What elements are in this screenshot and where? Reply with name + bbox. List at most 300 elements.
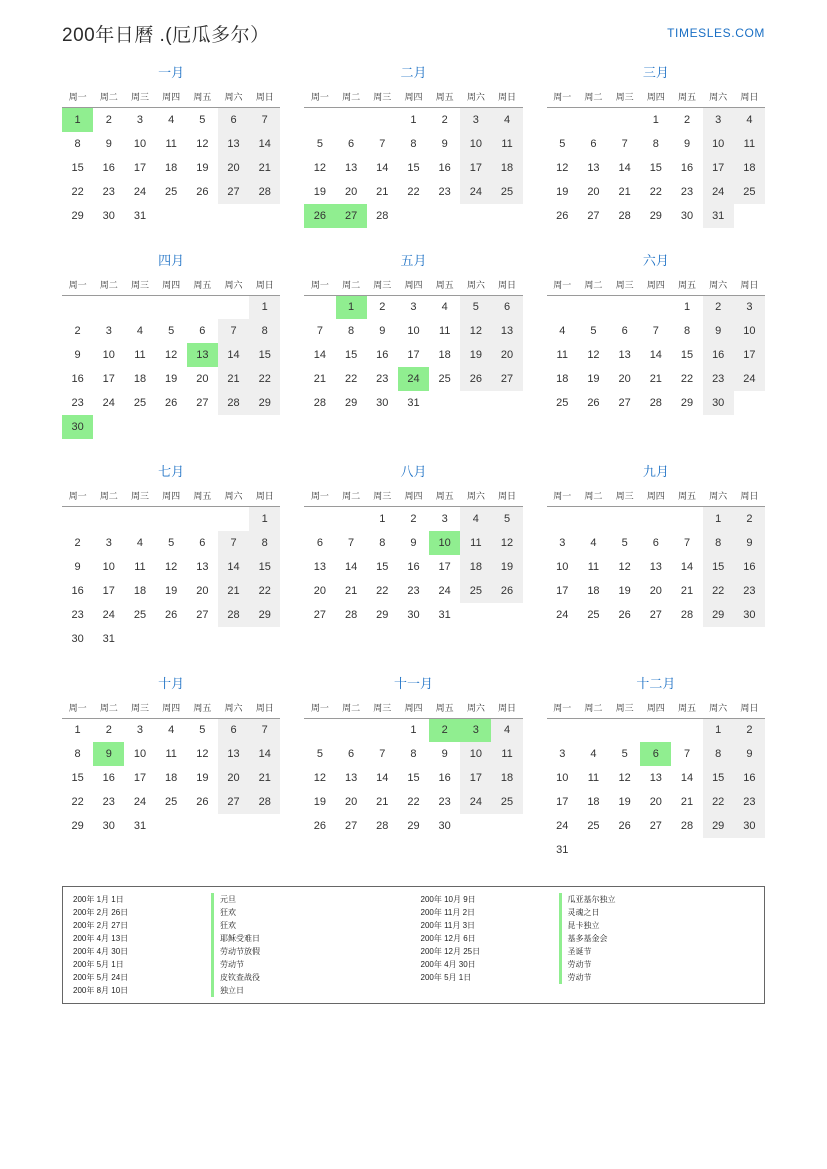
day-cell[interactable]: 28 — [680, 820, 694, 832]
day-cell[interactable]: 11 — [165, 748, 177, 760]
day-cell[interactable]: 2 — [441, 113, 448, 126]
day-cell[interactable]: 22 — [407, 796, 420, 808]
day-cell[interactable]: 23 — [71, 608, 84, 621]
day-cell[interactable]: 26 — [491, 579, 522, 603]
day-cell[interactable]: 28 — [376, 209, 389, 222]
day-cell[interactable]: 17 — [556, 796, 569, 808]
day-cell[interactable]: 17 — [460, 156, 491, 180]
day-cell[interactable]: 29 — [407, 820, 420, 832]
day-cell[interactable]: 12 — [313, 772, 327, 784]
day-cell[interactable]: 11 — [587, 560, 600, 573]
day-cell[interactable]: 5 — [491, 507, 522, 531]
day-cell[interactable]: 10 — [133, 137, 147, 150]
day-cell[interactable]: 31 — [407, 397, 420, 409]
day-cell[interactable]: 11 — [491, 742, 522, 766]
day-cell[interactable]: 25 — [165, 185, 178, 198]
day-cell[interactable]: 26 — [165, 608, 178, 621]
day-cell[interactable]: 23 — [703, 367, 734, 391]
day-cell[interactable]: 23 — [71, 397, 84, 409]
day-cell[interactable]: 12 — [618, 560, 631, 573]
day-cell[interactable]: 17 — [438, 560, 451, 573]
day-cell[interactable]: 1 — [410, 724, 417, 737]
day-cell[interactable]: 15 — [249, 343, 280, 367]
day-cell[interactable]: 27 — [491, 367, 522, 391]
day-cell[interactable]: 10 — [102, 560, 115, 573]
day-cell[interactable]: 28 — [313, 397, 327, 409]
day-cell[interactable]: 2 — [734, 718, 765, 742]
day-cell[interactable]: 6 — [199, 325, 206, 337]
day-cell[interactable]: 20 — [649, 796, 662, 808]
day-cell[interactable]: 29 — [703, 603, 734, 627]
day-cell[interactable]: 10 — [133, 748, 147, 760]
day-cell[interactable]: 10 — [703, 132, 734, 156]
day-cell[interactable]: 3 — [559, 748, 566, 760]
day-cell[interactable]: 8 — [683, 325, 691, 337]
day-cell[interactable]: 16 — [680, 161, 694, 174]
day-cell[interactable]: 22 — [680, 373, 694, 385]
day-cell[interactable]: 31 — [102, 632, 115, 645]
day-cell[interactable]: 14 — [376, 161, 389, 174]
day-cell[interactable]: 14 — [649, 349, 662, 361]
day-cell[interactable]: 26 — [556, 209, 569, 222]
day-cell[interactable]: 30 — [407, 608, 420, 621]
day-cell[interactable]: 18 — [587, 796, 600, 808]
day-cell[interactable]: 9 — [734, 742, 765, 766]
day-cell[interactable]: 24 — [556, 820, 569, 832]
day-cell[interactable]: 21 — [376, 185, 389, 198]
day-cell[interactable]: 30 — [680, 209, 694, 222]
day-cell[interactable]: 22 — [344, 373, 358, 385]
day-cell[interactable]: 21 — [680, 796, 694, 808]
day-cell[interactable]: 19 — [196, 161, 209, 174]
day-cell[interactable]: 8 — [410, 748, 417, 760]
day-cell[interactable]: 8 — [74, 137, 81, 150]
day-cell[interactable]: 2 — [105, 724, 112, 737]
day-cell[interactable]: 12 — [196, 748, 209, 760]
day-cell[interactable]: 6 — [218, 718, 249, 742]
day-cell[interactable]: 6 — [621, 325, 628, 337]
day-cell[interactable]: 12 — [556, 161, 569, 174]
day-cell[interactable]: 24 — [133, 185, 147, 198]
day-cell[interactable]: 16 — [703, 343, 734, 367]
day-cell[interactable]: 25 — [587, 820, 600, 832]
day-cell[interactable]: 25 — [165, 796, 178, 808]
day-cell[interactable]: 14 — [249, 132, 280, 156]
day-cell[interactable]: 30 — [438, 820, 451, 832]
day-cell[interactable]: 19 — [618, 796, 631, 808]
day-cell[interactable]: 30 — [102, 820, 115, 832]
day-cell[interactable]: 11 — [134, 560, 146, 573]
day-cell[interactable]: 5 — [559, 137, 566, 150]
day-cell[interactable]: 25 — [587, 608, 600, 621]
day-cell[interactable]: 14 — [376, 772, 389, 784]
day-cell[interactable]: 8 — [74, 748, 81, 760]
day-cell[interactable]: 19 — [587, 373, 600, 385]
day-cell[interactable]: 9 — [105, 137, 112, 150]
day-cell[interactable]: 13 — [491, 319, 522, 343]
day-cell[interactable]: 12 — [313, 161, 327, 174]
day-cell[interactable]: 24 — [460, 790, 491, 814]
day-cell[interactable]: 10 — [102, 349, 115, 361]
day-cell[interactable]: 13 — [344, 161, 358, 174]
day-cell[interactable]: 22 — [376, 584, 389, 597]
day-cell[interactable]: 7 — [379, 748, 386, 760]
day-cell[interactable]: 4 — [734, 108, 765, 132]
day-cell[interactable]: 14 — [249, 742, 280, 766]
day-cell[interactable]: 10 — [556, 772, 569, 784]
day-cell[interactable]: 4 — [559, 325, 566, 337]
day-cell[interactable]: 27 — [313, 608, 327, 621]
day-cell[interactable]: 29 — [71, 820, 84, 832]
day-cell[interactable]: 5 — [621, 748, 628, 760]
day-cell[interactable]: 24 — [133, 796, 147, 808]
day-cell[interactable]: 9 — [74, 560, 81, 573]
day-cell[interactable]: 25 — [438, 373, 451, 385]
day-cell[interactable]: 11 — [165, 137, 177, 150]
day-cell[interactable]: 29 — [249, 603, 280, 627]
day-cell[interactable]: 31 — [133, 820, 147, 832]
day-cell[interactable]: 1 — [703, 507, 734, 531]
day-cell[interactable]: 15 — [344, 349, 358, 361]
day-cell[interactable]: 22 — [703, 790, 734, 814]
day-cell[interactable]: 6 — [590, 137, 597, 150]
day-cell[interactable]: 1 — [249, 295, 280, 319]
day-cell[interactable]: 21 — [218, 579, 249, 603]
day-cell[interactable]: 12 — [165, 560, 178, 573]
day-cell[interactable]: 8 — [348, 325, 355, 337]
day-cell[interactable]: 16 — [734, 555, 765, 579]
day-cell[interactable]: 4 — [136, 536, 144, 549]
day-cell-holiday[interactable]: 1 — [62, 108, 93, 132]
day-cell[interactable]: 26 — [618, 608, 631, 621]
day-cell[interactable]: 25 — [491, 180, 522, 204]
day-cell[interactable]: 20 — [618, 373, 631, 385]
day-cell[interactable]: 28 — [249, 180, 280, 204]
day-cell[interactable]: 28 — [618, 209, 631, 222]
day-cell[interactable]: 6 — [218, 108, 249, 132]
day-cell[interactable]: 20 — [587, 185, 600, 198]
day-cell[interactable]: 9 — [410, 536, 417, 549]
day-cell[interactable]: 19 — [618, 584, 631, 597]
day-cell[interactable]: 16 — [734, 766, 765, 790]
day-cell[interactable]: 7 — [218, 319, 249, 343]
day-cell[interactable]: 10 — [460, 132, 491, 156]
day-cell[interactable]: 16 — [71, 584, 84, 597]
day-cell[interactable]: 17 — [556, 584, 569, 597]
day-cell[interactable]: 15 — [407, 772, 420, 784]
day-cell[interactable]: 8 — [703, 742, 734, 766]
day-cell[interactable]: 12 — [587, 349, 600, 361]
day-cell[interactable]: 6 — [348, 137, 355, 150]
day-cell[interactable]: 13 — [218, 132, 249, 156]
day-cell[interactable]: 15 — [680, 349, 694, 361]
day-cell[interactable]: 26 — [587, 397, 600, 409]
day-cell[interactable]: 5 — [316, 748, 323, 760]
day-cell[interactable]: 23 — [734, 790, 765, 814]
day-cell[interactable]: 16 — [376, 349, 389, 361]
day-cell[interactable]: 31 — [133, 209, 147, 222]
day-cell[interactable]: 4 — [590, 536, 597, 549]
day-cell[interactable]: 15 — [249, 555, 280, 579]
site-brand[interactable]: TIMESLES.COM — [667, 26, 765, 40]
day-cell[interactable]: 5 — [168, 325, 175, 337]
day-cell[interactable]: 3 — [105, 325, 112, 337]
day-cell[interactable]: 9 — [74, 349, 81, 361]
day-cell[interactable]: 19 — [313, 185, 327, 198]
day-cell[interactable]: 31 — [703, 204, 734, 228]
day-cell[interactable]: 2 — [105, 113, 112, 126]
day-cell[interactable]: 1 — [249, 507, 280, 531]
day-cell[interactable]: 26 — [618, 820, 631, 832]
day-cell[interactable]: 13 — [344, 772, 358, 784]
day-cell[interactable]: 8 — [249, 531, 280, 555]
day-cell[interactable]: 26 — [196, 796, 209, 808]
day-cell[interactable]: 13 — [196, 560, 209, 573]
day-cell[interactable]: 6 — [491, 295, 522, 319]
day-cell[interactable]: 16 — [438, 161, 451, 174]
day-cell[interactable]: 21 — [680, 584, 694, 597]
day-cell[interactable]: 27 — [196, 608, 209, 621]
day-cell[interactable]: 16 — [71, 373, 84, 385]
day-cell[interactable]: 15 — [703, 766, 734, 790]
day-cell[interactable]: 29 — [649, 209, 662, 222]
day-cell[interactable]: 16 — [102, 772, 115, 784]
day-cell-holiday[interactable]: 1 — [336, 295, 367, 319]
day-cell[interactable]: 25 — [133, 397, 147, 409]
day-cell[interactable]: 22 — [71, 185, 84, 198]
day-cell[interactable]: 27 — [344, 820, 358, 832]
day-cell[interactable]: 8 — [249, 319, 280, 343]
day-cell[interactable]: 29 — [71, 209, 84, 222]
day-cell[interactable]: 16 — [407, 560, 420, 573]
day-cell[interactable]: 1 — [703, 718, 734, 742]
day-cell[interactable]: 18 — [165, 161, 178, 174]
day-cell[interactable]: 9 — [379, 325, 386, 337]
day-cell[interactable]: 29 — [249, 391, 280, 415]
day-cell[interactable]: 14 — [680, 560, 694, 573]
day-cell[interactable]: 6 — [652, 536, 659, 549]
day-cell[interactable]: 9 — [683, 137, 691, 150]
day-cell-holiday[interactable]: 9 — [93, 742, 124, 766]
day-cell[interactable]: 2 — [379, 301, 386, 314]
day-cell[interactable]: 4 — [136, 325, 144, 337]
day-cell[interactable]: 22 — [71, 796, 84, 808]
day-cell[interactable]: 28 — [344, 608, 358, 621]
day-cell[interactable]: 6 — [348, 748, 355, 760]
day-cell[interactable]: 24 — [734, 367, 765, 391]
day-cell[interactable]: 5 — [316, 137, 323, 150]
day-cell[interactable]: 30 — [734, 814, 765, 838]
day-cell[interactable]: 17 — [102, 373, 115, 385]
day-cell[interactable]: 18 — [165, 772, 178, 784]
day-cell[interactable]: 7 — [683, 536, 691, 549]
day-cell[interactable]: 31 — [438, 608, 451, 621]
day-cell[interactable]: 1 — [379, 512, 386, 525]
day-cell[interactable]: 21 — [376, 796, 389, 808]
day-cell[interactable]: 3 — [136, 113, 144, 126]
day-cell[interactable]: 17 — [133, 772, 147, 784]
day-cell[interactable]: 10 — [556, 560, 569, 573]
day-cell[interactable]: 2 — [683, 113, 691, 126]
day-cell[interactable]: 19 — [460, 343, 491, 367]
day-cell[interactable]: 28 — [249, 790, 280, 814]
day-cell[interactable]: 21 — [313, 373, 327, 385]
day-cell[interactable]: 12 — [618, 772, 631, 784]
day-cell-holiday[interactable]: 30 — [62, 415, 93, 439]
day-cell[interactable]: 5 — [199, 113, 206, 126]
day-cell[interactable]: 22 — [249, 579, 280, 603]
day-cell[interactable]: 26 — [196, 185, 209, 198]
day-cell[interactable]: 27 — [196, 397, 209, 409]
day-cell[interactable]: 25 — [491, 790, 522, 814]
day-cell[interactable]: 17 — [102, 584, 115, 597]
day-cell[interactable]: 17 — [407, 349, 420, 361]
day-cell[interactable]: 4 — [590, 748, 597, 760]
day-cell[interactable]: 10 — [407, 325, 420, 337]
day-cell[interactable]: 12 — [196, 137, 209, 150]
day-cell[interactable]: 25 — [133, 608, 147, 621]
day-cell[interactable]: 24 — [460, 180, 491, 204]
day-cell[interactable]: 29 — [344, 397, 358, 409]
day-cell[interactable]: 13 — [313, 560, 327, 573]
day-cell[interactable]: 17 — [133, 161, 147, 174]
day-cell[interactable]: 29 — [703, 814, 734, 838]
day-cell[interactable]: 29 — [376, 608, 389, 621]
day-cell[interactable]: 28 — [218, 391, 249, 415]
day-cell[interactable]: 27 — [649, 820, 662, 832]
day-cell[interactable]: 26 — [313, 820, 327, 832]
day-cell[interactable]: 9 — [441, 748, 448, 760]
day-cell[interactable]: 7 — [249, 108, 280, 132]
day-cell[interactable]: 8 — [410, 137, 417, 150]
day-cell[interactable]: 11 — [734, 132, 765, 156]
day-cell[interactable]: 9 — [703, 319, 734, 343]
day-cell[interactable]: 28 — [680, 608, 694, 621]
day-cell[interactable]: 6 — [199, 536, 206, 549]
day-cell[interactable]: 11 — [438, 325, 451, 337]
day-cell[interactable]: 3 — [136, 724, 144, 737]
day-cell[interactable]: 30 — [734, 603, 765, 627]
day-cell[interactable]: 21 — [649, 373, 662, 385]
day-cell[interactable]: 28 — [376, 820, 389, 832]
day-cell[interactable]: 16 — [102, 161, 115, 174]
day-cell[interactable]: 2 — [410, 512, 417, 525]
day-cell[interactable]: 20 — [313, 584, 327, 597]
day-cell[interactable]: 23 — [438, 796, 451, 808]
day-cell[interactable]: 10 — [734, 319, 765, 343]
day-cell[interactable]: 8 — [652, 137, 659, 150]
day-cell[interactable]: 31 — [556, 844, 569, 856]
day-cell[interactable]: 23 — [407, 584, 420, 597]
day-cell[interactable]: 29 — [680, 397, 694, 409]
day-cell[interactable]: 23 — [438, 185, 451, 198]
day-cell[interactable]: 18 — [133, 373, 147, 385]
day-cell-holiday[interactable]: 10 — [429, 531, 460, 555]
day-cell[interactable]: 23 — [102, 185, 115, 198]
day-cell[interactable]: 30 — [71, 632, 84, 645]
day-cell[interactable]: 27 — [218, 180, 249, 204]
day-cell[interactable]: 18 — [734, 156, 765, 180]
day-cell[interactable]: 5 — [621, 536, 628, 549]
day-cell[interactable]: 7 — [249, 718, 280, 742]
day-cell[interactable]: 14 — [618, 161, 631, 174]
day-cell[interactable]: 2 — [74, 536, 81, 549]
day-cell[interactable]: 26 — [165, 397, 178, 409]
day-cell[interactable]: 6 — [316, 536, 323, 549]
day-cell[interactable]: 19 — [196, 772, 209, 784]
day-cell[interactable]: 3 — [559, 536, 566, 549]
day-cell[interactable]: 19 — [313, 796, 327, 808]
day-cell[interactable]: 21 — [618, 185, 631, 198]
day-cell[interactable]: 23 — [734, 579, 765, 603]
day-cell[interactable]: 15 — [703, 555, 734, 579]
day-cell[interactable]: 3 — [410, 301, 417, 314]
day-cell[interactable]: 25 — [556, 397, 569, 409]
day-cell[interactable]: 4 — [168, 113, 175, 126]
day-cell[interactable]: 21 — [249, 766, 280, 790]
day-cell[interactable]: 7 — [218, 531, 249, 555]
day-cell[interactable]: 12 — [491, 531, 522, 555]
day-cell[interactable]: 27 — [649, 608, 662, 621]
day-cell[interactable]: 7 — [683, 748, 691, 760]
day-cell[interactable]: 27 — [218, 790, 249, 814]
day-cell[interactable]: 4 — [491, 718, 522, 742]
day-cell[interactable]: 15 — [376, 560, 389, 573]
day-cell[interactable]: 5 — [460, 295, 491, 319]
day-cell[interactable]: 15 — [649, 161, 662, 174]
day-cell[interactable]: 19 — [165, 584, 178, 597]
day-cell-holiday[interactable]: 3 — [460, 718, 491, 742]
day-cell[interactable]: 11 — [491, 132, 522, 156]
day-cell[interactable]: 12 — [460, 319, 491, 343]
day-cell[interactable]: 9 — [734, 531, 765, 555]
day-cell[interactable]: 5 — [168, 536, 175, 549]
day-cell[interactable]: 18 — [587, 584, 600, 597]
day-cell[interactable]: 18 — [438, 349, 451, 361]
day-cell[interactable]: 10 — [460, 742, 491, 766]
day-cell[interactable]: 27 — [587, 209, 600, 222]
day-cell[interactable]: 13 — [649, 772, 662, 784]
day-cell[interactable]: 24 — [556, 608, 569, 621]
day-cell-holiday[interactable]: 6 — [640, 742, 671, 766]
day-cell[interactable]: 20 — [649, 584, 662, 597]
day-cell[interactable]: 11 — [460, 531, 491, 555]
day-cell[interactable]: 23 — [680, 185, 694, 198]
day-cell[interactable]: 30 — [102, 209, 115, 222]
day-cell[interactable]: 14 — [680, 772, 694, 784]
day-cell[interactable]: 15 — [71, 772, 84, 784]
day-cell[interactable]: 13 — [218, 742, 249, 766]
day-cell[interactable]: 20 — [196, 584, 209, 597]
day-cell[interactable]: 18 — [491, 156, 522, 180]
day-cell[interactable]: 24 — [102, 397, 115, 409]
day-cell[interactable]: 19 — [491, 555, 522, 579]
day-cell[interactable]: 13 — [587, 161, 600, 174]
day-cell[interactable]: 7 — [621, 137, 628, 150]
day-cell-holiday[interactable]: 26 — [304, 204, 335, 228]
day-cell[interactable]: 19 — [556, 185, 569, 198]
day-cell[interactable]: 11 — [134, 349, 146, 361]
day-cell[interactable]: 20 — [344, 796, 358, 808]
day-cell[interactable]: 17 — [703, 156, 734, 180]
day-cell[interactable]: 16 — [438, 772, 451, 784]
day-cell[interactable]: 28 — [218, 603, 249, 627]
day-cell[interactable]: 23 — [102, 796, 115, 808]
day-cell[interactable]: 7 — [316, 325, 323, 337]
day-cell[interactable]: 15 — [71, 161, 84, 174]
day-cell[interactable]: 30 — [703, 391, 734, 415]
day-cell[interactable]: 8 — [379, 536, 386, 549]
